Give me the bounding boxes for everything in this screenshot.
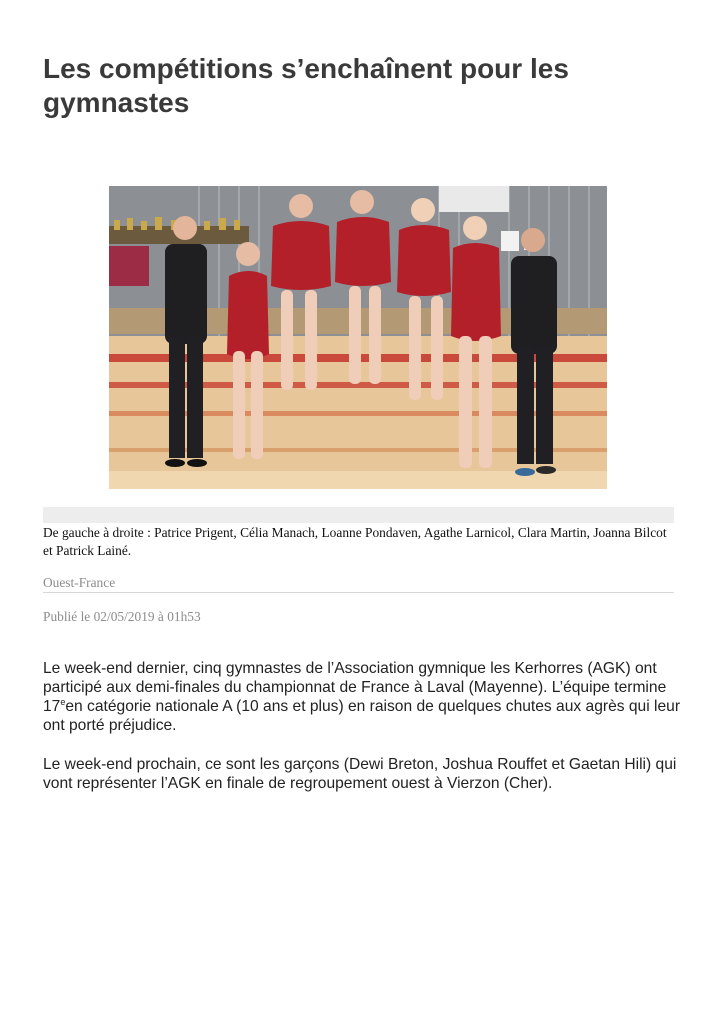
photo-caption: De gauche à droite : Patrice Prigent, Célia Manach, Loanne Pondaven, Agathe Larnicol, Clara Martin, Joanna Bilcot et Patrick Lainé.: [43, 525, 667, 558]
caption-bar: [43, 507, 674, 523]
article-paragraph-1: [43, 659, 683, 735]
person-right-coach: [511, 228, 557, 476]
divider: [43, 592, 674, 593]
ordinal-suffix: e: [60, 696, 66, 707]
paragraph-1-start: Le week-end dernier, cinq gymnastes de l’Association gymnique les Kerhorres (AGK) ont participé aux demi-finales du championnat de France à Laval (Mayenne). L’équipe termine 17: [43, 660, 667, 715]
article-source: Ouest-France: [43, 575, 116, 590]
publication-date: Publié le 02/05/2019 à 01h53: [43, 609, 201, 624]
article-title: Les compétitions s’enchaînent pour les gymnastes: [43, 53, 569, 118]
article-paragraph-2: Le week-end prochain, ce sont les garçons (Dewi Breton, Joshua Rouffet et Gaetan Hili) qui vont représenter l’AGK en finale de regroupement ouest à Vierzon (Cher).: [43, 756, 677, 792]
team-photo: [109, 186, 607, 489]
paragraph-1-end: en catégorie nationale A (10 ans et plus) en raison de quelques chutes aux agrès qui leur ont porté préjudice.: [43, 698, 681, 734]
team-photo-illustration: [109, 186, 607, 489]
